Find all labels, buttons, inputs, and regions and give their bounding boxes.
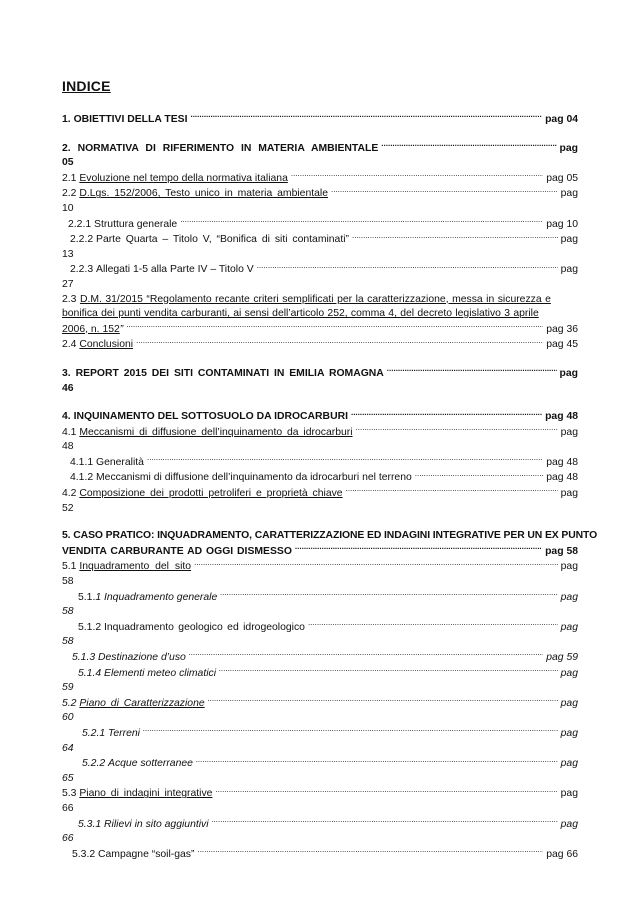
toc-text: Parte Quarta – Titolo V, “Bonifica di siti contaminati” — [96, 234, 349, 246]
toc-text: INQUINAMENTO DEL SOTTOSUOLO DA IDROCARBURI — [73, 411, 348, 423]
toc-text: REPORT 2015 DEI SITI CONTAMINATI IN EMILIA ROMAGNA — [75, 367, 384, 379]
toc-page: pag — [560, 188, 578, 200]
toc-page: pag 58 — [545, 545, 578, 557]
toc-page: pag 48 — [545, 411, 578, 423]
toc-text-line3: 2006, n. 152 — [62, 323, 120, 335]
toc-text: Conclusioni — [79, 339, 134, 351]
toc-num: 5.3 — [62, 788, 77, 800]
toc-page: pag 48 — [546, 472, 578, 484]
toc-text: Terreni — [108, 727, 140, 739]
toc-num: 2.2 — [62, 188, 77, 200]
toc-num: 4.2 — [62, 488, 77, 500]
toc-entry-5-1-4[interactable] — [62, 666, 578, 696]
toc-text: Meccanismi di diffusione dell’inquinamento da idrocarburi — [79, 426, 353, 438]
toc-text: Elementi meteo climatici — [104, 667, 217, 679]
toc-entry-2-2-1[interactable] — [62, 217, 578, 233]
toc-num: 5.2.2 — [82, 758, 106, 770]
toc-num: 2.2.2 — [70, 234, 94, 246]
toc-entry-5-2-1[interactable] — [62, 726, 578, 756]
toc-num: 3. — [62, 367, 71, 379]
toc-entry-5-1-3[interactable] — [62, 650, 578, 666]
toc-entry-2-2[interactable] — [62, 186, 578, 216]
toc-num: 5.1. — [78, 591, 96, 603]
toc-num: 2. — [62, 142, 71, 154]
toc-num: 2.2.1 — [68, 218, 92, 230]
toc-page: pag — [560, 591, 578, 603]
toc-page-cont: 46 — [62, 382, 74, 394]
toc-page-cont: 10 — [62, 202, 74, 214]
toc-entry-3[interactable] — [62, 366, 578, 396]
toc-num: 5.1 — [62, 561, 77, 573]
toc-entry-4-1-2[interactable] — [62, 470, 578, 486]
toc-entry-2-2-2[interactable] — [62, 232, 578, 262]
toc-entry-5-1-2[interactable] — [62, 620, 578, 650]
toc-num: 5.1.2 — [78, 621, 102, 633]
toc-entry-5[interactable] — [62, 529, 598, 559]
toc-text: Rilievi in sito aggiuntivi — [104, 818, 209, 830]
toc-text-line1: D.M. 31/2015 “Regolamento recante criteri semplificati per la caratterizzazione, messa in sicurezza e — [79, 293, 551, 305]
toc-entry-2-1[interactable] — [62, 171, 578, 187]
toc-num: 2.2.3 — [70, 264, 94, 276]
toc-num: 2.4 — [62, 339, 77, 351]
toc-entry-2-2-3[interactable] — [62, 262, 578, 292]
toc-page-cont: 52 — [62, 502, 74, 514]
toc-text: Inquadramento del sito — [79, 561, 192, 573]
toc-page: pag 48 — [546, 456, 578, 468]
toc-entry-2-3[interactable] — [62, 293, 578, 338]
toc-page: pag — [560, 488, 578, 500]
toc-num: 5. — [62, 530, 71, 542]
toc-text: Generalità — [96, 456, 144, 468]
toc-text: Allegati 1-5 alla Parte IV – Titolo V — [96, 264, 254, 276]
toc-page-cont: 27 — [62, 278, 74, 290]
toc-num: 2.1 — [62, 172, 77, 184]
toc-page: pag — [560, 697, 578, 709]
toc-page-cont: 66 — [62, 833, 74, 845]
toc-page: pag 66 — [546, 848, 578, 860]
toc-entry-4-2[interactable] — [62, 486, 578, 516]
toc-page: pag — [560, 561, 578, 573]
toc-num: 5.2 — [62, 697, 77, 709]
toc-page: pag — [559, 367, 578, 379]
toc-text-line3-quote: ” — [119, 323, 124, 335]
toc-entry-2[interactable] — [62, 141, 578, 171]
toc-entry-4-1[interactable] — [62, 425, 578, 455]
toc-page: pag 45 — [546, 339, 578, 351]
toc-entry-5-2-2[interactable] — [62, 756, 578, 786]
toc-page: pag — [560, 788, 578, 800]
toc-num: 4.1 — [62, 426, 77, 438]
toc-page: pag — [560, 426, 578, 438]
toc-page-cont: 48 — [62, 441, 74, 453]
toc-entry-4-1-1[interactable] — [62, 455, 578, 471]
toc-text: Piano di Caratterizzazione — [79, 697, 205, 709]
toc-page: pag 10 — [546, 218, 578, 230]
toc-page: pag — [560, 234, 578, 246]
toc-page: pag 36 — [546, 323, 578, 335]
toc-num: 4.1.1 — [70, 456, 94, 468]
toc-text-line1: CASO PRATICO: INQUADRAMENTO, CARATTERIZZAZIONE ED INDAGINI INTEGRATIVE PER UN EX PUNTO — [73, 530, 598, 542]
toc-text-line2: bonifica dei punti vendita carburanti, ai sensi dell’articolo 252, comma 4, del decreto legislativo 3 aprile — [62, 308, 539, 320]
toc-page: pag — [560, 264, 578, 276]
toc-page: pag — [559, 142, 578, 154]
toc-page: pag 59 — [546, 652, 578, 663]
toc-num: 5.2.1 — [82, 727, 106, 739]
toc-page: pag — [560, 727, 578, 739]
toc-entry-1[interactable] — [62, 112, 578, 128]
toc-num: 5.3.2 — [72, 848, 96, 860]
toc-entry-5-3-1[interactable] — [62, 817, 578, 847]
toc-text: Acque sotterranee — [108, 758, 193, 770]
toc-num: 1. — [62, 114, 71, 125]
toc-page-cont: 58 — [62, 576, 74, 588]
toc-text: Evoluzione nel tempo della normativa italiana — [79, 172, 288, 184]
toc-page-cont: 64 — [62, 742, 74, 754]
toc-entry-5-3-2[interactable] — [62, 847, 578, 863]
table-of-contents — [62, 112, 598, 862]
toc-page-cont: 58 — [62, 636, 74, 648]
toc-num: 5.1.4 — [78, 667, 102, 679]
toc-page-cont: 60 — [62, 712, 74, 724]
toc-page: pag — [560, 758, 578, 770]
toc-text: Destinazione d’uso — [98, 652, 186, 663]
toc-text: Inquadramento geologico ed idrogeologico — [104, 621, 305, 633]
toc-text: Composizione dei prodotti petroliferi e proprietà chiave — [79, 488, 343, 500]
toc-entry-5-1-1[interactable] — [62, 590, 578, 620]
toc-text: NORMATIVA DI RIFERIMENTO IN MATERIA AMBIENTALE — [77, 142, 379, 154]
toc-text: Piano di indagini integrative — [79, 788, 213, 800]
index-title: INDICE — [62, 78, 111, 94]
toc-entry-5-1[interactable] — [62, 559, 578, 589]
toc-num: 4.1.2 — [70, 472, 94, 484]
toc-page: pag 05 — [546, 172, 578, 184]
toc-entry-5-3[interactable] — [62, 786, 578, 816]
toc-page-cont: 58 — [62, 606, 74, 618]
toc-page-cont: 66 — [62, 802, 74, 814]
toc-entry-4[interactable] — [62, 409, 578, 425]
toc-page: pag — [560, 818, 578, 830]
toc-num-italic: 1 — [95, 591, 102, 603]
toc-page-cont: 05 — [62, 157, 74, 169]
toc-text: Inquadramento generale — [104, 591, 218, 603]
toc-entry-5-2[interactable] — [62, 696, 578, 726]
toc-num: 5.3.1 — [78, 818, 102, 830]
toc-page-cont: 65 — [62, 772, 74, 784]
toc-text: OBIETTIVI DELLA TESI — [73, 114, 188, 125]
toc-page-cont: 13 — [62, 248, 74, 260]
toc-page: pag — [560, 621, 578, 633]
toc-num: 5.1.3 — [72, 652, 96, 663]
toc-num: 2.3 — [62, 293, 77, 305]
toc-text: D.Lgs. 152/2006, Testo unico in materia ambientale — [79, 188, 328, 200]
toc-entry-2-4[interactable] — [62, 337, 578, 353]
toc-page-cont: 59 — [62, 682, 74, 694]
toc-num: 4. — [62, 411, 71, 423]
toc-text: Meccanismi di diffusione dell’inquinamento da idrocarburi nel terreno — [96, 472, 412, 484]
toc-text-line2: VENDITA CARBURANTE AD OGGI DISMESSO — [62, 545, 292, 557]
toc-page: pag — [560, 667, 578, 679]
toc-text: Campagne “soil-gas” — [98, 848, 195, 860]
toc-page: pag 04 — [545, 114, 578, 125]
toc-text: Struttura generale — [94, 218, 178, 230]
